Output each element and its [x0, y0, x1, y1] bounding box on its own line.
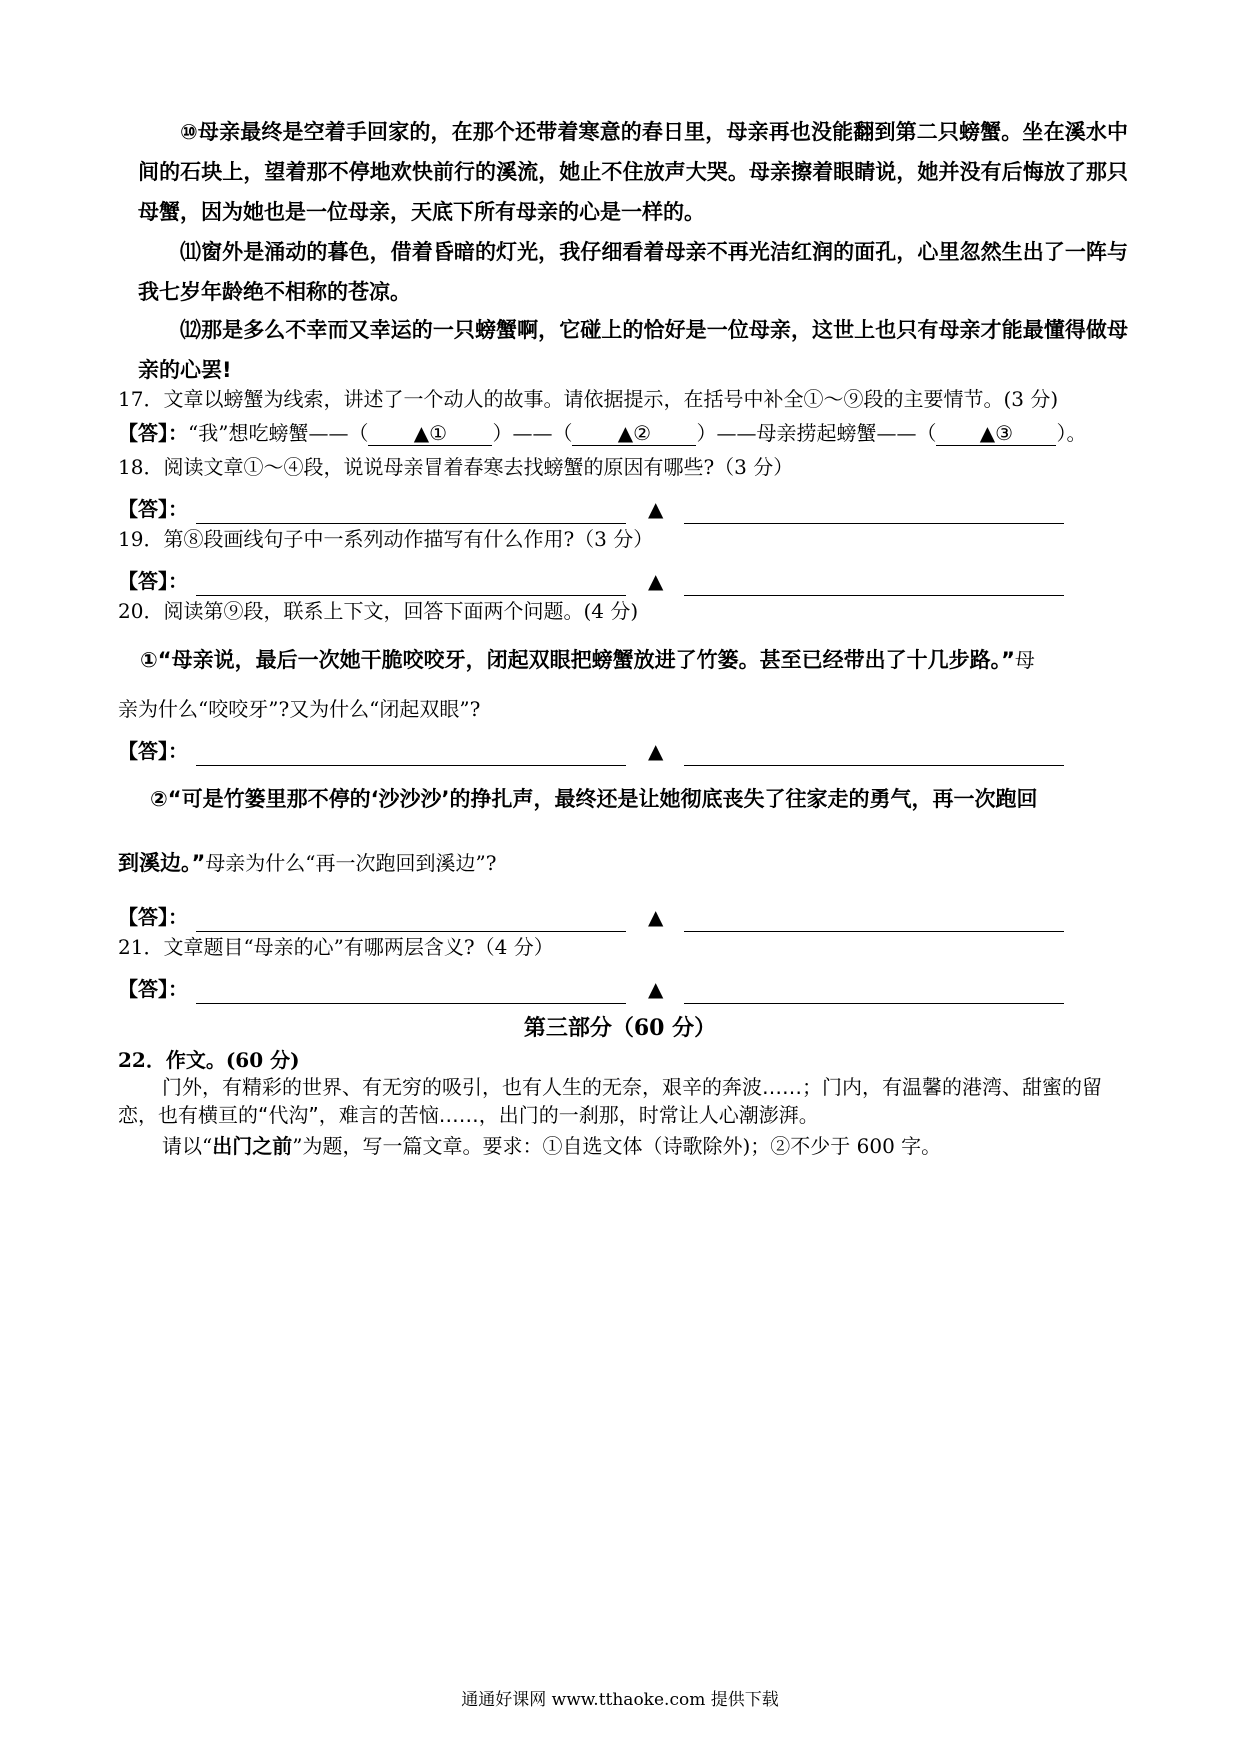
answer-label: 【答】： [118, 739, 188, 763]
plot-blank-1[interactable]: ▲① [368, 421, 492, 446]
question-20-2-quote: ②“可是竹篓里那不停的‘沙沙沙’的挣扎声，最终还是让她彻底丧失了往家走的勇气，再一次跑回 [150, 787, 1038, 811]
answer-line [684, 765, 1064, 766]
answer-row-19[interactable] [118, 566, 1128, 598]
passage-paragraph-11: ⑾窗外是涌动的暮色，借着昏暗的灯光，我仔细看着母亲不再光洁红润的面孔，心里忽然生出了一阵与我七岁年龄绝不相称的苍凉。 [138, 240, 1128, 304]
answer-line [196, 765, 626, 766]
question-20: 20．阅读第⑨段，联系上下文，回答下面两个问题。(4 分) [118, 599, 639, 623]
answer-label: 【答】： [118, 977, 188, 1001]
passage-paragraph-12: ⑿那是多么不幸而又幸运的一只螃蟹啊，它碰上的恰好是一位母亲，这世上也只有母亲才能最懂得做母亲的心罢! [138, 318, 1128, 382]
question-20-1-quote: ①“母亲说，最后一次她干脆咬咬牙，闭起双眼把螃蟹放进了竹篓。甚至已经带出了十几步路。”母 [140, 648, 1035, 672]
essay-requirements: 请以“出门之前”为题，写一篇文章。要求：①自选文体（诗歌除外)；②不少于 600 字。 [162, 1134, 942, 1158]
triangle-marker-icon: ▲ [648, 739, 664, 763]
triangle-marker-icon: ▲ [648, 569, 664, 593]
answer-row-21[interactable] [118, 974, 1128, 1006]
answer-label: 【答】： [118, 905, 188, 929]
answer-label: 【答】： [118, 497, 188, 521]
plot-start: “我”想吃螃蟹——（ [188, 421, 369, 445]
answer-line [684, 1003, 1064, 1004]
plot-separator-2: ）——母亲捞起螃蟹——（ [696, 421, 937, 445]
answer-label: 【答】： [118, 569, 188, 593]
plot-blank-2[interactable]: ▲② [572, 421, 696, 446]
plot-separator-1: ）——（ [492, 421, 573, 445]
essay-topic: 出门之前 [212, 1134, 293, 1158]
question-19: 19．第⑧段画线句子中一系列动作描写有什么作用?（3 分） [118, 527, 654, 551]
triangle-marker-icon: ▲ [648, 977, 664, 1001]
answer-label: 【答】： [118, 421, 188, 445]
triangle-marker-icon: ▲ [648, 497, 664, 521]
plot-end: ）。 [1056, 421, 1087, 445]
question-20-1: 亲为什么“咬咬牙”?又为什么“闭起双眼”? [118, 697, 481, 721]
answer-row-20-1[interactable] [118, 736, 1128, 768]
answer-line [196, 1003, 626, 1004]
question-17: 17．文章以螃蟹为线索，讲述了一个动人的故事。请依据提示，在括号中补全①～⑨段的主要情节。(3 分) [118, 387, 1059, 411]
question-17-answer [118, 418, 1128, 448]
question-20-2: 到溪边。”母亲为什么“再一次跑回到溪边”? [118, 851, 497, 875]
essay-prompt: 门外，有精彩的世界、有无穷的吸引，也有人生的无奈，艰辛的奔波……；门内，有温馨的港湾、甜蜜的留恋，也有横亘的“代沟”，难言的苦恼……，出门的一刹那，时常让人心潮澎湃。 [118, 1075, 1102, 1127]
page-footer: 通通好课网 www.tthaoke.com 提供下载 [461, 1690, 779, 1710]
triangle-marker-icon: ▲ [648, 905, 664, 929]
passage-paragraph-10: ⑩母亲最终是空着手回家的，在那个还带着寒意的春日里，母亲再也没能翻到第二只螃蟹。坐在溪水中间的石块上，望着那不停地欢快前行的溪流，她止不住放声大哭。母亲擦着眼睛说，她并没有后悔放了那只母蟹，因为她也是一位母亲，天底下所有母亲的心是一样的。 [138, 120, 1128, 224]
question-18: 18．阅读文章①～④段，说说母亲冒着春寒去找螃蟹的原因有哪些?（3 分） [118, 455, 794, 479]
section-title: 第三部分（60 分） [523, 1015, 717, 1041]
answer-row-18[interactable] [118, 494, 1128, 526]
answer-row-20-2[interactable] [118, 902, 1128, 934]
question-22-title: 22．作文。(60 分) [118, 1048, 300, 1072]
plot-blank-3[interactable]: ▲③ [936, 421, 1056, 446]
question-21: 21．文章题目“母亲的心”有哪两层含义?（4 分） [118, 935, 554, 959]
